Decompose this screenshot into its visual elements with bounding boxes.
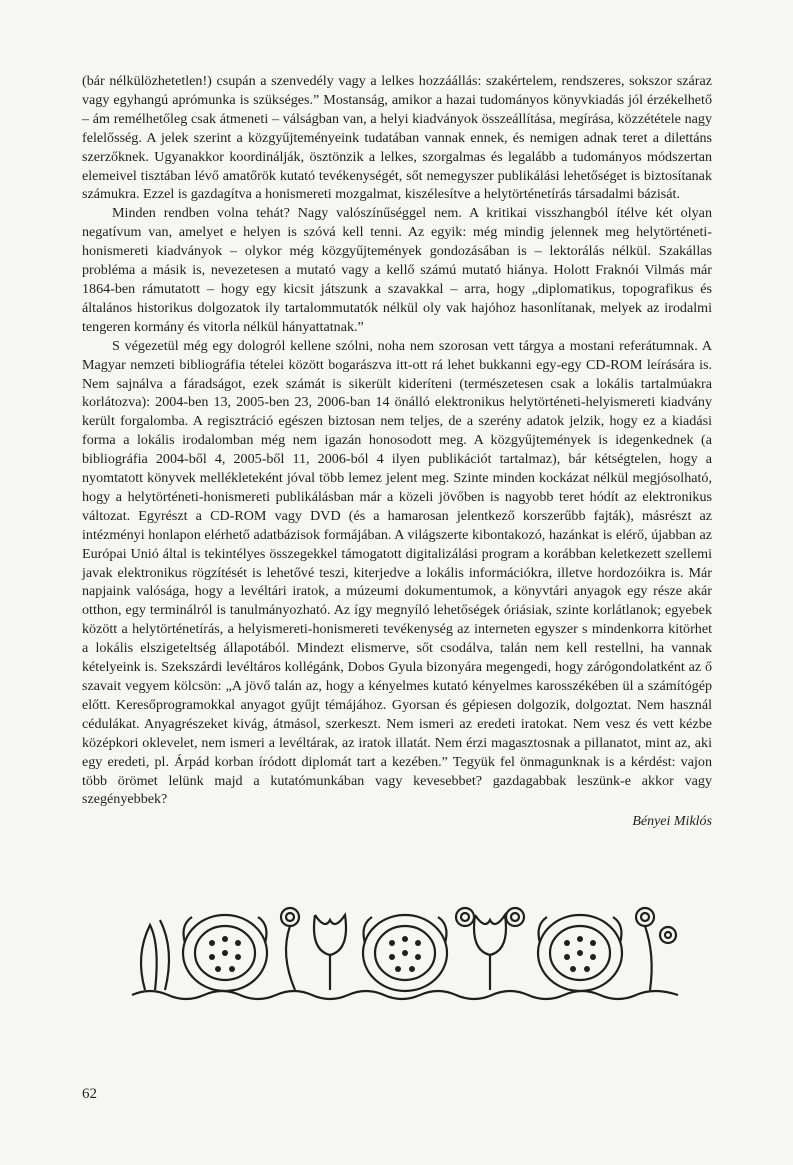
paragraph-2: Minden rendben volna tehát? Nagy valószínűséggel nem. A kritikai visszhangból ítélve két olyan negatívum van, amelyet e helyen is szóvá kell tenni. Az egyik: még mindig jelennek meg helytörténeti-honismereti kiadványok – olykor még közgyűjtemények gondozásában is – lektorálás nélkül. Szakállas probléma a másik is, nevezetesen a mutató vagy a kellő számú mutató hiánya. Holott Fraknói Vilmás már 1864-ben rámutatott – hogy egy kicsit játszunk a szavakkal – arra, hogy „diplomatikus, topografikus és általános historikus dolgozatok ily tartalommutatók nélkül oly vak hajóhoz hasonlítanak, melyek az irodalmi tengeren kormány és vitorla nélkül hányattatnak.” xyxy=(82,205,712,335)
paragraph-1: (bár nélkülözhetetlen!) csupán a szenvedély vagy a lelkes hozzáállás: szakértelem, rendszeres, sokszor száraz vagy egyhangú aprómunka is szükséges.” Mostanság, amikor a hazai tudományos könyvkiadás jól érzékelhető – ám remélhetőleg csak átmeneti – válságban van, a helyi kiadványok összeállítása, megírása, közzététele nagy felelősség. A jelek szerint a közgyűjteményeink tudatában vannak ennek, és nemigen adnak teret a dilettáns szerzőknek. Ugyanakkor koordinálják, ösztönzik a lelkes, szorgalmas és legalább a tudományos módszertan elemeivel tisztában lévő amatőrök kutató tevékenységét, sőt nemegyszer publikálási lehetőséget is biztosítanak számukra. Ezzel is gazdagítva a honismereti mozgalmat, kiszélesítve a helytörténetírás társadalmi bázisát. xyxy=(82,73,712,203)
folk-floral-ornament-icon xyxy=(130,895,680,1005)
page-number: 62 xyxy=(82,1086,97,1102)
author-signature: Bényei Miklós xyxy=(632,814,712,830)
paragraph-3: S végezetül még egy dologról kellene szólni, noha nem szorosan vett tárgya a mostani referátumnak. A Magyar nemzeti bibliográfia tételei között bogarászva itt-ott rá lehet bukkanni egy-egy CD-ROM leírására is. Nem sajnálva a fáradságot, ezek számát is sikerült kideríteni (természetesen csak a lokális tartalmúakra korlátozva): 2004-ben 13, 2005-ben 23, 2006-ban 14 önálló elektronikus helytörténeti-helyismereti kiadvány került forgalomba. A regisztráció egészen biztosan nem teljes, de a szerény adatok jelzik, hogy ez a kiadási forma a lokális irodalomban még nem igazán honosodott meg. A közgyűjtemények is idegenkednek (a bibliográfia 2004-ből 4, 2005-ből 11, 2006-ból 4 ilyen publikációt tartalmaz), bár kétségtelen, hogy a nyomtatott könyvek mellékleteként jóval több lemez jelent meg. Szinte minden kockázat nélkül megjósolható, hogy a helytörténeti-honismereti publikálásban már a közeli jövőben is nagyobb teret hódít az elektronikus változat. Egyrészt a CD-ROM vagy DVD (és a hamarosan jelentkező korszerűbb fajták), másrészt az intézményi honlapon elérhető adatbázisok formájában. A világszerte kibontakozó, hazánkat is elérő, újabban az Európai Unió által is tekintélyes összegekkel támogatott digitalizálási program a korábban keletkezett szellemi javak elektronikus rögzítését is lehetővé teszi, kiterjedve a lokális információkra, illetve hordozóikra is. Már napjaink valósága, hogy a levéltári iratok, a múzeumi dokumentumok, a könyvtári anyagok egy része akár otthon, egy terminálról is tanulmányozható. Az így megnyíló lehetőségek óriásiak, szinte korlátlanok; egyebek között a helytörténetírás, a helyismereti-honismereti tevékenység az interneten egyszer s mindenkorra kitörhet a lokális elszigeteltség állapotából. Mindezt elismerve, sőt csodálva, talán nem kell restellni, ha vannak kételyeink is. Szekszárdi levéltáros kollégánk, Dobos Gyula bizonyára megengedi, hogy zárógondolatként az ő szavait vegyem kölcsön: „A jövő talán az, hogy a kényelmes kutató kényelmes karosszékében ül a számítógép előtt. Keresőprogramokkal anyagot gyűjt témájához. Gyorsan és gépiesen dolgozik, dolgoztat. Nem használ cédulákat. Anyagrészeket kivág, átmásol, szerkeszt. Nem ismeri az eredeti iratokat. Nem vesz és vett kézbe középkori oklevelet, nem ismeri a levéltárak, az iratok illatát. Nem érzi magasztosnak a pillanatot, mint az, aki egy eredeti, pl. Árpád korban íródott diplomát tart a kezében.” Tegyük fel önmagunknak is a kérdést: vajon több örömet lelünk majd a kutatómunkában vagy kevesebbet? gazdagabbak leszünk-e akkor vagy szegényebbek? xyxy=(82,337,712,808)
article-body xyxy=(82,72,712,832)
